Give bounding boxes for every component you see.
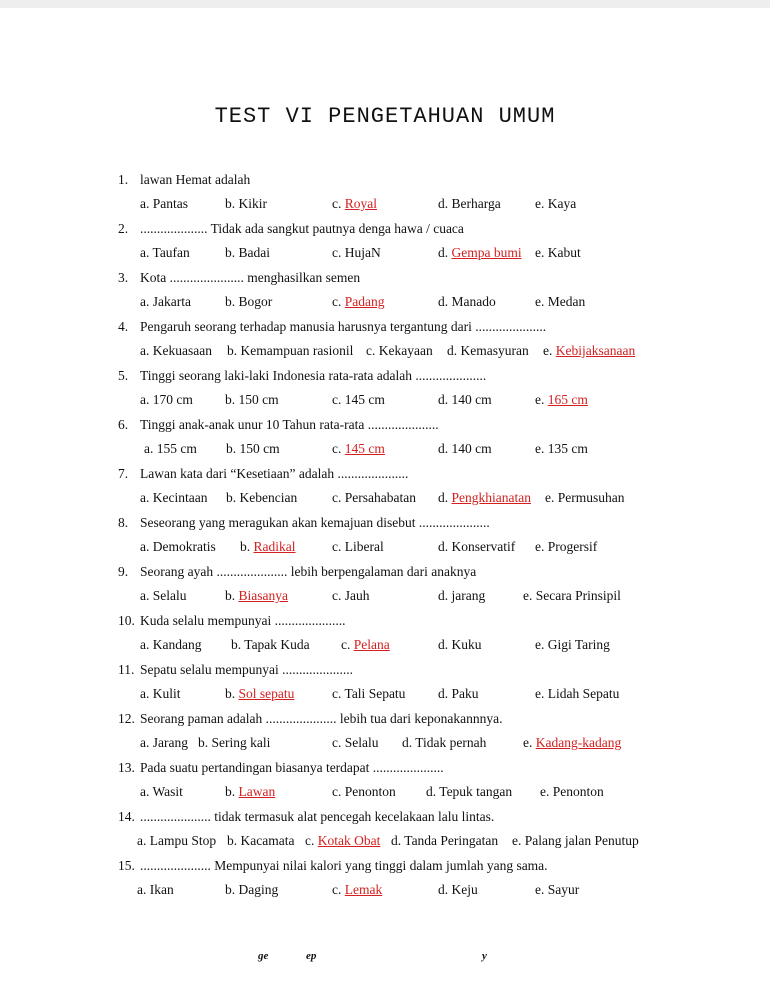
answer-option bbox=[535, 245, 581, 261]
option-text: Bogor bbox=[238, 294, 273, 309]
option-letter: a. bbox=[140, 588, 150, 603]
option-text: Kaya bbox=[547, 196, 577, 211]
correct-answer-text: 165 cm bbox=[547, 392, 588, 407]
option-letter: c. bbox=[332, 882, 342, 897]
option-letter: e. bbox=[543, 343, 553, 358]
answer-option bbox=[540, 784, 604, 800]
answer-option bbox=[535, 686, 619, 702]
option-text: Kikir bbox=[238, 196, 267, 211]
answer-option bbox=[438, 882, 478, 898]
option-text: Kacamata bbox=[240, 833, 295, 848]
option-text: Gigi Taring bbox=[547, 637, 610, 652]
option-text: Kuku bbox=[451, 637, 482, 652]
question-text: .................... Tidak ada sangkut pautnya denga hawa / cuaca bbox=[140, 221, 464, 236]
option-letter: d. bbox=[438, 441, 449, 456]
answer-option bbox=[535, 882, 579, 898]
question-number: 7. bbox=[118, 466, 129, 481]
option-letter: c. bbox=[332, 196, 342, 211]
option-text: 140 cm bbox=[451, 392, 492, 407]
option-text: 155 cm bbox=[156, 441, 197, 456]
option-text: Daging bbox=[238, 882, 279, 897]
option-letter: d. bbox=[438, 196, 449, 211]
correct-answer-text: Pelana bbox=[353, 637, 390, 652]
option-letter: b. bbox=[198, 735, 209, 750]
option-letter: a. bbox=[140, 735, 150, 750]
option-letter: b. bbox=[225, 294, 236, 309]
option-letter: d. bbox=[438, 637, 449, 652]
question-text: Seorang ayah ..................... lebih berpengalaman dari anaknya bbox=[140, 564, 477, 579]
answer-option bbox=[438, 490, 531, 506]
correct-answer-text: Radikal bbox=[253, 539, 296, 554]
option-letter: d. bbox=[447, 343, 458, 358]
option-text: Palang jalan Penutup bbox=[524, 833, 639, 848]
answer-option bbox=[140, 588, 187, 604]
option-letter: b. bbox=[225, 784, 236, 799]
question-number: 2. bbox=[118, 221, 129, 236]
answer-option bbox=[140, 735, 188, 751]
question-number: 11. bbox=[118, 662, 135, 677]
option-text: 150 cm bbox=[238, 392, 279, 407]
question-number: 14. bbox=[118, 809, 135, 824]
option-letter: b. bbox=[227, 343, 238, 358]
option-letter: a. bbox=[144, 441, 154, 456]
question-text: ..................... tidak termasuk alat pencegah kecelakaan lalu lintas. bbox=[140, 809, 495, 824]
option-text: Tanda Peringatan bbox=[404, 833, 499, 848]
answer-option bbox=[332, 245, 381, 261]
option-text: Kekayaan bbox=[378, 343, 433, 358]
answer-option bbox=[140, 392, 193, 408]
option-letter: c. bbox=[332, 588, 342, 603]
option-letter: d. bbox=[391, 833, 402, 848]
answer-option bbox=[535, 441, 588, 457]
answer-option bbox=[137, 833, 216, 849]
correct-answer-text: 145 cm bbox=[344, 441, 385, 456]
option-letter: c. bbox=[305, 833, 315, 848]
option-letter: e. bbox=[523, 588, 533, 603]
option-text: Lampu Stop bbox=[149, 833, 217, 848]
option-letter: d. bbox=[438, 588, 449, 603]
option-text: Medan bbox=[547, 294, 586, 309]
answer-option bbox=[332, 294, 385, 310]
option-letter: a. bbox=[137, 882, 147, 897]
answer-option bbox=[535, 539, 597, 555]
option-letter: e. bbox=[535, 294, 545, 309]
option-letter: a. bbox=[140, 196, 150, 211]
correct-answer-text: Royal bbox=[344, 196, 377, 211]
option-text: Kebencian bbox=[239, 490, 298, 505]
option-letter: e. bbox=[523, 735, 533, 750]
question-text: Pengaruh seorang terhadap manusia harusnya tergantung dari ..................... bbox=[140, 319, 547, 334]
answer-option bbox=[438, 637, 482, 653]
option-letter: b. bbox=[240, 539, 251, 554]
option-letter: e. bbox=[535, 441, 545, 456]
answer-option bbox=[512, 833, 639, 849]
option-letter: c. bbox=[332, 490, 342, 505]
answer-option bbox=[366, 343, 433, 359]
answer-option bbox=[535, 637, 610, 653]
correct-answer-text: Sol sepatu bbox=[238, 686, 295, 701]
answer-option bbox=[305, 833, 380, 849]
option-text: Kandang bbox=[152, 637, 202, 652]
answer-option bbox=[545, 490, 625, 506]
option-text: Permusuhan bbox=[557, 490, 625, 505]
top-strip bbox=[0, 0, 770, 8]
answer-option bbox=[438, 539, 515, 555]
answer-option bbox=[523, 735, 621, 751]
answer-option bbox=[198, 735, 270, 751]
answer-option bbox=[447, 343, 529, 359]
correct-answer-text: Kotak Obat bbox=[317, 833, 381, 848]
option-letter: d. bbox=[438, 392, 449, 407]
option-letter: d. bbox=[438, 539, 449, 554]
option-letter: c. bbox=[332, 441, 342, 456]
option-letter: e. bbox=[535, 539, 545, 554]
answer-option bbox=[535, 196, 576, 212]
question-number: 12. bbox=[118, 711, 135, 726]
answer-option bbox=[438, 245, 522, 261]
option-letter: e. bbox=[540, 784, 550, 799]
answer-option bbox=[225, 196, 267, 212]
option-text: HujaN bbox=[344, 245, 381, 260]
question-text: Kota ...................... menghasilkan semen bbox=[140, 270, 361, 285]
option-text: Jarang bbox=[152, 735, 188, 750]
correct-answer-text: Gempa bumi bbox=[451, 245, 522, 260]
option-text: Tepuk tangan bbox=[439, 784, 513, 799]
answer-option bbox=[140, 686, 181, 702]
option-text: Taufan bbox=[152, 245, 190, 260]
option-letter: e. bbox=[535, 882, 545, 897]
answer-option bbox=[137, 882, 174, 898]
option-letter: d. bbox=[438, 882, 449, 897]
option-letter: a. bbox=[140, 637, 150, 652]
option-letter: c. bbox=[332, 539, 342, 554]
option-letter: e. bbox=[545, 490, 555, 505]
option-letter: a. bbox=[140, 245, 150, 260]
correct-answer-text: Pengkhianatan bbox=[451, 490, 531, 505]
footer-text: ge bbox=[258, 950, 269, 962]
answer-option bbox=[332, 392, 385, 408]
answer-option bbox=[140, 196, 188, 212]
answer-option bbox=[332, 588, 370, 604]
answer-option bbox=[438, 588, 485, 604]
correct-answer-text: Kadang-kadang bbox=[535, 735, 622, 750]
answer-option bbox=[332, 490, 416, 506]
option-text: Kulit bbox=[152, 686, 181, 701]
option-letter: b. bbox=[225, 882, 236, 897]
option-letter: c. bbox=[332, 294, 342, 309]
option-text: Tidak pernah bbox=[415, 735, 487, 750]
question-number: 1. bbox=[118, 172, 129, 187]
answer-option bbox=[225, 784, 275, 800]
option-letter: b. bbox=[225, 392, 236, 407]
option-text: Kecintaan bbox=[152, 490, 208, 505]
question-text: Pada suatu pertandingan biasanya terdapat ..................... bbox=[140, 760, 444, 775]
answer-option bbox=[438, 392, 492, 408]
option-text: Wasit bbox=[152, 784, 183, 799]
option-letter: b. bbox=[225, 245, 236, 260]
answer-option bbox=[140, 539, 216, 555]
option-text: Lidah Sepatu bbox=[547, 686, 620, 701]
option-letter: a. bbox=[137, 833, 147, 848]
option-text: 135 cm bbox=[547, 441, 588, 456]
option-letter: d. bbox=[402, 735, 413, 750]
option-letter: b. bbox=[231, 637, 242, 652]
option-letter: c. bbox=[332, 735, 342, 750]
option-letter: c. bbox=[341, 637, 351, 652]
answer-option bbox=[225, 588, 288, 604]
option-letter: e. bbox=[535, 637, 545, 652]
question-number: 4. bbox=[118, 319, 129, 334]
correct-answer-text: Biasanya bbox=[238, 588, 288, 603]
option-text: Penonton bbox=[344, 784, 396, 799]
option-text: Jakarta bbox=[152, 294, 191, 309]
option-text: Demokratis bbox=[152, 539, 216, 554]
answer-option bbox=[226, 490, 297, 506]
answer-option bbox=[332, 441, 385, 457]
option-letter: a. bbox=[140, 686, 150, 701]
option-text: Manado bbox=[451, 294, 496, 309]
option-letter: a. bbox=[140, 784, 150, 799]
answer-option bbox=[523, 588, 621, 604]
footer-text: ep bbox=[306, 950, 317, 962]
answer-option bbox=[240, 539, 296, 555]
answer-option bbox=[225, 392, 279, 408]
answer-option bbox=[332, 196, 377, 212]
answer-option bbox=[438, 686, 479, 702]
correct-answer-text: Lemak bbox=[344, 882, 383, 897]
question-number: 9. bbox=[118, 564, 129, 579]
option-letter: d. bbox=[438, 490, 449, 505]
answer-option bbox=[543, 343, 635, 359]
option-text: 140 cm bbox=[451, 441, 492, 456]
option-text: Pantas bbox=[152, 196, 188, 211]
question-text: lawan Hemat adalah bbox=[140, 172, 251, 187]
option-text: Secara Prinsipil bbox=[535, 588, 621, 603]
option-letter: c. bbox=[332, 392, 342, 407]
option-text: Kemampuan rasionil bbox=[240, 343, 354, 358]
answer-option bbox=[225, 686, 294, 702]
answer-option bbox=[140, 343, 212, 359]
question-text: Tinggi anak-anak unur 10 Tahun rata-rata ..................... bbox=[140, 417, 439, 432]
answer-option bbox=[332, 882, 382, 898]
option-letter: c. bbox=[366, 343, 376, 358]
option-letter: b. bbox=[227, 833, 238, 848]
answer-option bbox=[225, 294, 272, 310]
option-letter: a. bbox=[140, 490, 150, 505]
option-text: Jauh bbox=[344, 588, 370, 603]
answer-option bbox=[140, 294, 191, 310]
option-letter: d. bbox=[438, 245, 449, 260]
option-text: Sering kali bbox=[211, 735, 271, 750]
question-number: 3. bbox=[118, 270, 129, 285]
option-letter: e. bbox=[535, 686, 545, 701]
option-letter: a. bbox=[140, 539, 150, 554]
option-letter: e. bbox=[535, 392, 545, 407]
option-text: Ikan bbox=[149, 882, 174, 897]
answer-option bbox=[426, 784, 512, 800]
question-text: ..................... Mempunyai nilai kalori yang tinggi dalam jumlah yang sama. bbox=[140, 858, 548, 873]
option-text: Selalu bbox=[344, 735, 379, 750]
option-letter: b. bbox=[225, 686, 236, 701]
option-text: Kemasyuran bbox=[460, 343, 529, 358]
answer-option bbox=[535, 294, 585, 310]
answer-option bbox=[438, 294, 496, 310]
option-letter: d. bbox=[438, 294, 449, 309]
option-text: Keju bbox=[451, 882, 478, 897]
question-text: Lawan kata dari “Kesetiaan” adalah ..................... bbox=[140, 466, 409, 481]
correct-answer-text: Padang bbox=[344, 294, 385, 309]
answer-option bbox=[332, 784, 396, 800]
question-text: Seseorang yang meragukan akan kemajuan disebut ..................... bbox=[140, 515, 490, 530]
question-text: Kuda selalu mempunyai ..................... bbox=[140, 613, 346, 628]
option-text: Badai bbox=[238, 245, 270, 260]
question-number: 6. bbox=[118, 417, 129, 432]
option-letter: d. bbox=[426, 784, 437, 799]
answer-option bbox=[144, 441, 197, 457]
answer-option bbox=[226, 441, 280, 457]
footer-text: y bbox=[482, 950, 487, 962]
option-letter: e. bbox=[535, 196, 545, 211]
option-letter: b. bbox=[225, 196, 236, 211]
option-text: Tapak Kuda bbox=[244, 637, 310, 652]
option-letter: b. bbox=[226, 490, 237, 505]
answer-option bbox=[140, 637, 201, 653]
answer-option bbox=[438, 441, 492, 457]
answer-option bbox=[341, 637, 390, 653]
correct-answer-text: Kebijaksanaan bbox=[555, 343, 636, 358]
option-text: Selalu bbox=[152, 588, 187, 603]
answer-option bbox=[332, 686, 405, 702]
option-letter: a. bbox=[140, 294, 150, 309]
option-letter: b. bbox=[225, 588, 236, 603]
answer-option bbox=[391, 833, 498, 849]
question-number: 10. bbox=[118, 613, 135, 628]
question-text: Tinggi seorang laki-laki Indonesia rata-rata adalah ..................... bbox=[140, 368, 487, 383]
question-text: Seorang paman adalah ..................... lebih tua dari keponakannnya. bbox=[140, 711, 503, 726]
option-text: Penonton bbox=[552, 784, 604, 799]
option-text: Kabut bbox=[547, 245, 581, 260]
option-text: Persahabatan bbox=[344, 490, 416, 505]
answer-option bbox=[438, 196, 501, 212]
option-text: Progersif bbox=[547, 539, 598, 554]
answer-option bbox=[231, 637, 310, 653]
option-text: Kekuasaan bbox=[152, 343, 212, 358]
option-letter: d. bbox=[438, 686, 449, 701]
option-text: Sayur bbox=[547, 882, 580, 897]
answer-option bbox=[227, 343, 353, 359]
option-text: Berharga bbox=[451, 196, 501, 211]
option-letter: b. bbox=[226, 441, 237, 456]
answer-option bbox=[140, 490, 207, 506]
option-text: Tali Sepatu bbox=[344, 686, 406, 701]
answer-option bbox=[332, 539, 384, 555]
answer-option bbox=[225, 882, 278, 898]
option-letter: c. bbox=[332, 784, 342, 799]
answer-option bbox=[225, 245, 270, 261]
option-letter: e. bbox=[512, 833, 522, 848]
option-text: Paku bbox=[451, 686, 479, 701]
option-text: 145 cm bbox=[344, 392, 385, 407]
question-number: 8. bbox=[118, 515, 129, 530]
question-text: Sepatu selalu mempunyai ..................... bbox=[140, 662, 353, 677]
option-text: 150 cm bbox=[239, 441, 280, 456]
question-number: 15. bbox=[118, 858, 135, 873]
answer-option bbox=[535, 392, 588, 408]
answer-option bbox=[227, 833, 294, 849]
option-letter: c. bbox=[332, 686, 342, 701]
answer-option bbox=[402, 735, 486, 751]
option-text: Konservatif bbox=[451, 539, 516, 554]
correct-answer-text: Lawan bbox=[238, 784, 276, 799]
page-title: TEST VI PENGETAHUAN UMUM bbox=[214, 104, 556, 129]
answer-option bbox=[140, 245, 190, 261]
option-text: Liberal bbox=[344, 539, 384, 554]
answer-option bbox=[332, 735, 379, 751]
question-number: 13. bbox=[118, 760, 135, 775]
option-letter: e. bbox=[535, 245, 545, 260]
option-text: jarang bbox=[451, 588, 486, 603]
option-letter: c. bbox=[332, 245, 342, 260]
option-letter: a. bbox=[140, 392, 150, 407]
answer-option bbox=[140, 784, 183, 800]
question-number: 5. bbox=[118, 368, 129, 383]
option-letter: a. bbox=[140, 343, 150, 358]
option-text: 170 cm bbox=[152, 392, 193, 407]
